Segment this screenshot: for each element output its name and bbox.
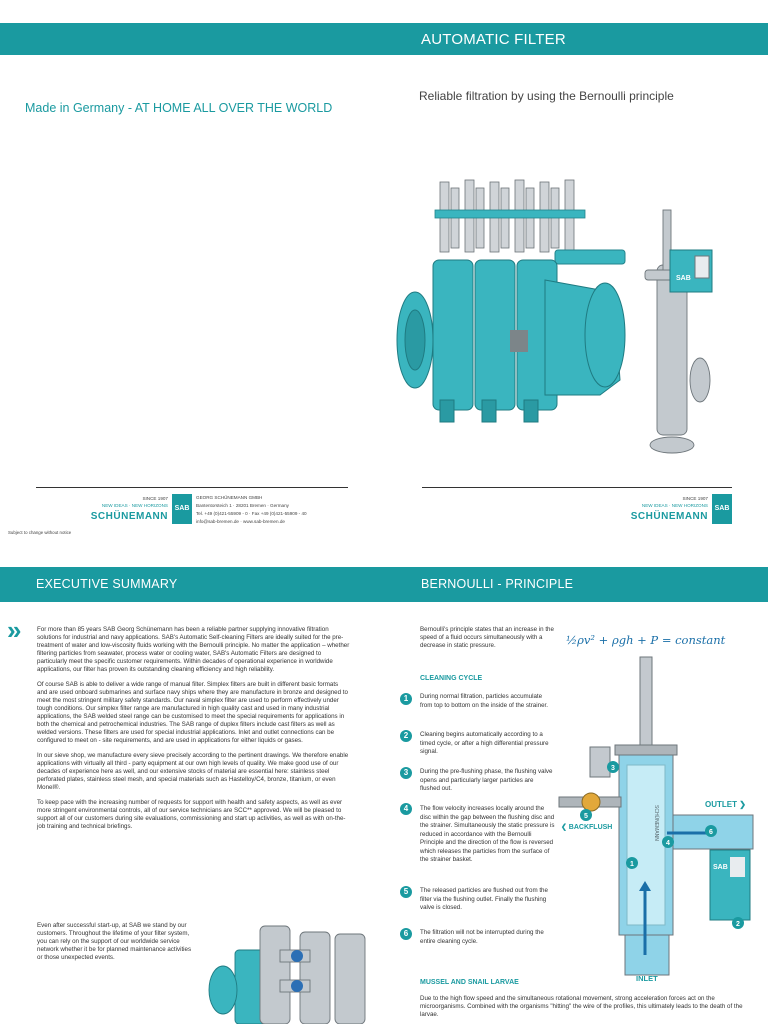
top-banner-title: AUTOMATIC FILTER — [421, 31, 566, 48]
footer-rule-right — [422, 487, 732, 488]
diagram-outlet-label: OUTLET ❯ — [705, 800, 746, 809]
footer-rule-left — [36, 487, 348, 488]
step-badge-1: 1 — [400, 693, 412, 705]
footer-slogan-right: NEW IDEAS · NEW HORIZONS — [641, 503, 708, 508]
step-badge-4: 4 — [400, 803, 412, 815]
step-badge-6: 6 — [400, 928, 412, 940]
diagram-badge-5: 5 — [584, 813, 588, 820]
executive-summary-body — [37, 626, 350, 838]
chevron-icon: » — [7, 615, 22, 645]
diagram-badge-4: 4 — [666, 840, 670, 847]
bernoulli-formula: ½ρv² + ρgh + P = constant — [566, 633, 726, 647]
diagram-sab-label: SAB — [713, 864, 728, 871]
diagram-badge-6: 6 — [709, 829, 713, 836]
cleaning-cycle-title: CLEANING CYCLE — [420, 675, 483, 682]
duplex-filter-image — [205, 920, 375, 1024]
footer-logo-right — [600, 494, 732, 524]
step-badge-3: 3 — [400, 767, 412, 779]
mussel-text: Due to the high flow speed and the simultaneous rotational movement, strong acceleration forces act on the microorganisms. Combined with the organisms "hitting" the wire of the profiles, this ultimately leads to the death of the larvae. — [420, 995, 743, 1018]
tagline-left: Made in Germany - AT HOME ALL OVER THE WORLD — [25, 101, 333, 115]
diagram-inlet-label: INLET — [636, 974, 658, 983]
footer-phone: Tel. +49 (0)421-55909 - 0 · Fax +49 (0)421-55909 - 40 — [196, 511, 307, 516]
mussel-title: MUSSEL AND SNAIL LARVAE — [420, 979, 519, 986]
footer-email: info@sab-bremen.de · www.sab-bremen.de — [196, 519, 285, 524]
footer-brand: SCHÜNEMANN — [90, 511, 168, 522]
product-image — [395, 170, 735, 470]
summary-paragraph-1: For more than 85 years SAB Georg Schünemann has been a reliable partner supplying innovative filtration solutions for industrial and navy applications. SAB's Automatic Self-cleaning Filters are ideally suited for the pre-treatment of water and low-viscosity fluids working with the Bernoulli principle. No matter the application – whether filtering particles from seawater, process water or cooling water, SAB's Automatic Filters are designed to particularly meet the specific customer requirements. Within decades of operational experience in worldwide applications, our filter has proven its outstanding cleaning efficiency and high reliability. — [37, 626, 350, 673]
summary-paragraph-2: Of course SAB is able to deliver a wide range of manual filter. Simplex filters are built in different basic formats and are used onboard submarines and surface navy ships where they are manufacture in bronze and designed to meet the most stringent military safety standards. Our naval simplex filter are used to perform effectively under tough conditions. Our simplex filter range are manufactured in high quality cast and used in many industrial applications, the SAB welded steel range can be customised to meet the special requirements for applications in both the chemical and petrochemical industries. The SAB range of duplex filters include cast filters as well as welded versions. These filters are used for special industrial applications. Inlet and outlet connections can be configured to meet on - site requirements, and are used in applications for either liquids or gases. — [37, 681, 348, 744]
step-text-1: During normal filtration, particles accumulate from top to bottom on the inside of the strainer. — [420, 693, 548, 709]
footer-since: SINCE 1907 — [142, 496, 168, 501]
footer-slogan: NEW IDEAS · NEW HORIZONS — [101, 503, 168, 508]
step-badge-2: 2 — [400, 730, 412, 742]
svg-text:SAB: SAB — [676, 275, 691, 282]
step-text-6: The filtration will not be interrupted during the entire cleaning cycle. — [420, 929, 544, 945]
bernoulli-title: BERNOULLI - PRINCIPLE — [421, 577, 574, 591]
tagline-right: Reliable filtration by using the Bernoulli principle — [419, 89, 674, 103]
step-text-5: The released particles are flushed out from the filter via the flushing outlet. Finally the flushing valve is closed. — [420, 887, 548, 911]
bernoulli-intro: Bernoulli's principle states that an increase in the speed of a fluid occurs simultaneously with a decrease in static pressure. — [420, 626, 554, 649]
summary-paragraph-3: In our sieve shop, we manufacture every sieve precisely according to the pertinent drawings. We therefore enable applications with virtually all third - party equipment at our own high levels of quality. We make good use of our decades of experience here as well, and our extensive stocks of material are essential here: stainless steel perforated plates, stainless steel mesh, and special materials such as Hastelloy/C4, bronze, titanium, or even Monel®. — [37, 752, 349, 791]
footer-sab-logo-right: SAB — [712, 494, 732, 524]
footer-company: GEORG SCHÜNEMANN GMBH — [196, 495, 263, 500]
summary-paragraph-5: Even after successful start-up, at SAB we stand by our customers. Throughout the lifetime of your filter system, you can rely on the support of our worldwide service network whether it be for planned maintenance activities or those unexpected events. — [37, 922, 192, 961]
step-badge-5: 5 — [400, 886, 412, 898]
top-banner — [0, 23, 768, 55]
executive-summary-bar — [0, 567, 768, 602]
step-text-3: During the pre-flushing phase, the flushing valve opens and particularly larger particles are flushed out. — [420, 768, 553, 792]
summary-paragraph-4: To keep pace with the increasing number of requests for support with health and safety aspects, as well as ever more stringent environmental controls, all of our service technicians are SCC** approved. We will be pleased to support all of our customers during site evaluations, commissioning and start up activities, as well as with on-the-job training and technical briefings. — [37, 799, 346, 830]
footer-logo-left — [62, 494, 192, 524]
footer-since-right: SINCE 1907 — [682, 496, 708, 501]
diagram-badge-2: 2 — [736, 921, 740, 928]
diagram-badge-3: 3 — [611, 765, 615, 772]
step-text-4: The flow velocity increases locally around the disc within the gap between the flushing disc and the strainer. Simultaneously the static pressure is reduced in accordance with the Bernoulli Principle and the direction of the flow is reversed which releases the particles from the surface of the strainer basket. — [420, 805, 555, 863]
footer-notice: Subject to change without notice — [8, 530, 72, 535]
footer-sab-logo: SAB — [172, 494, 192, 524]
footer-address: Bantentorsteich 1 · 28201 Bremen · Germany — [196, 503, 289, 508]
diagram-backflush-label: ❮ BACKFLUSH — [561, 824, 613, 831]
step-text-2: Cleaning begins automatically according to a timed cycle, or after a high differential pressure signal. — [420, 731, 549, 755]
diagram-badge-1: 1 — [630, 861, 634, 868]
cleaning-cycle-diagram — [555, 655, 755, 980]
executive-summary-title: EXECUTIVE SUMMARY — [36, 577, 178, 591]
diagram-brand-vertical: SCHÜNEMANN — [653, 805, 659, 841]
footer-brand-right: SCHÜNEMANN — [630, 511, 708, 522]
